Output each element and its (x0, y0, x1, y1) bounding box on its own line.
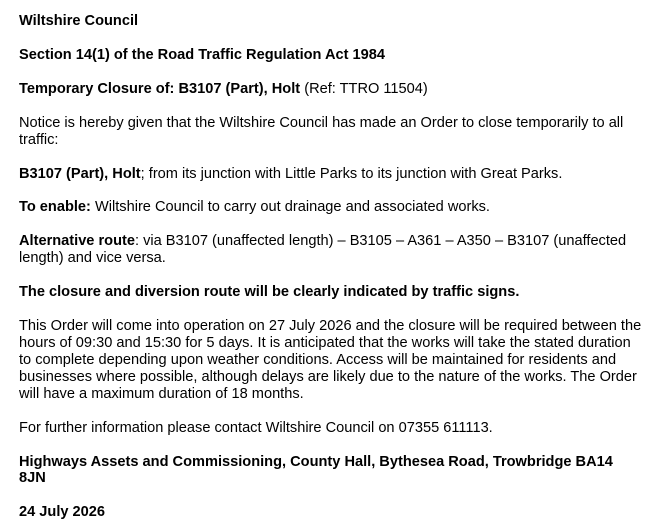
road-paragraph (19, 166, 643, 183)
notice-date: 24 July 2026 (19, 504, 106, 521)
act-heading: Section 14(1) of the Road Traffic Regulation Act 1984 (19, 46, 385, 63)
enable-text: Wiltshire Council to carry out drainage and associated works. (94, 199, 490, 216)
alternative-route-text: : via B3107 (unaffected length) – B3105 – A361 – A350 – B3107 (unaffected length) and vice versa. (19, 233, 627, 267)
enable-paragraph (19, 199, 643, 216)
closure-road: B3107 (Part), Holt (178, 80, 301, 97)
address-paragraph: Highways Assets and Commissioning, County Hall, Bythesea Road, Trowbridge BA14 8JN (19, 453, 613, 487)
closure-label: Temporary Closure of: (19, 80, 175, 97)
contact-paragraph: For further information please contact Wiltshire Council on 07355 611113. (19, 419, 493, 436)
intro-paragraph: Notice is hereby given that the Wiltshire Council has made an Order to close temporarily to all traffic: (19, 114, 624, 148)
enable-label: To enable: (19, 199, 91, 216)
alternative-route-label: Alternative route (19, 233, 135, 250)
alternative-route-paragraph (19, 233, 643, 267)
road-extent: ; from its junction with Little Parks to its junction with Great Parks. (140, 165, 563, 182)
road-name: B3107 (Part), Holt (19, 165, 141, 182)
signage-paragraph: The closure and diversion route will be clearly indicated by traffic signs. (19, 284, 520, 301)
closure-title (19, 81, 643, 98)
operation-paragraph: This Order will come into operation on 27 July 2026 and the closure will be required between the hours of 09:30 and 15:30 for 5 days. It is anticipated that the works will take the stated duration to complete depending upon weather conditions. Access will be maintained for residents and businesses where possible, although delays are likely due to the nature of the works. The Order will have a maximum duration of 18 months. (19, 318, 642, 402)
closure-reference: (Ref: TTRO 11504) (304, 80, 428, 97)
authority-heading: Wiltshire Council (19, 13, 139, 29)
